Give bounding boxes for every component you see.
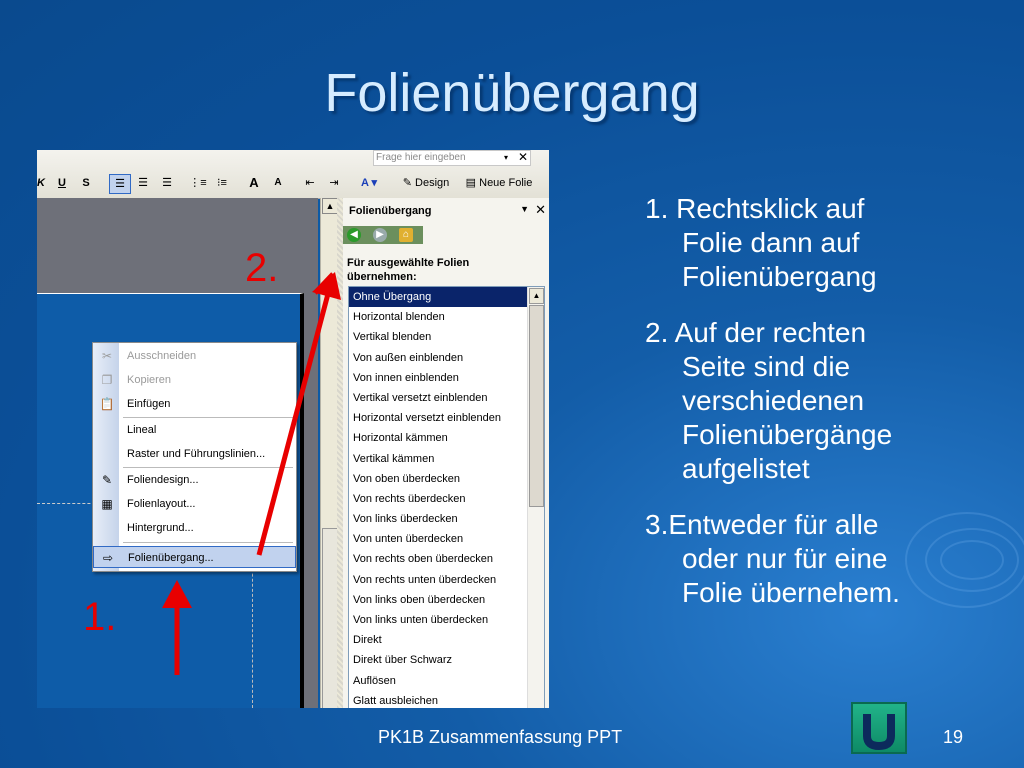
context-menu-item-label: Foliendesign... <box>127 474 199 486</box>
instruction-line: Folienübergang <box>682 261 877 292</box>
arrow-1-head <box>162 580 192 608</box>
transition-option[interactable]: Vertikal versetzt einblenden <box>353 391 488 404</box>
new-slide-button[interactable]: ▤ Neue Folie <box>465 177 533 189</box>
return-button[interactable] <box>851 702 907 754</box>
transition-option[interactable]: Von rechts unten überdecken <box>353 573 497 586</box>
context-menu-item-label: Kopieren <box>127 374 172 386</box>
scroll-up-icon[interactable]: ▲ <box>529 288 544 304</box>
transition-option[interactable]: Horizontal kämmen <box>353 432 448 445</box>
font-color-icon: A ▾ <box>360 177 378 189</box>
arrow-2-head <box>312 272 341 300</box>
instruction-list <box>645 192 975 632</box>
shrink-font-button[interactable]: A <box>274 177 282 188</box>
instruction-line: Seite sind die <box>682 351 851 382</box>
context-menu-item-label: Raster und Führungslinien... <box>127 448 266 460</box>
transition-option[interactable]: Von innen einblenden <box>353 371 459 384</box>
instruction-line: 2. Auf der rechten <box>645 317 867 348</box>
slide-title: Folienübergang <box>324 63 700 123</box>
arrow-2-shaft <box>259 290 329 555</box>
design-button[interactable]: ✎ Design <box>402 177 450 189</box>
transition-option[interactable]: Horizontal blenden <box>353 311 445 324</box>
transition-option[interactable]: Von rechts oben überdecken <box>353 553 494 566</box>
transition-option[interactable]: Von außen einblenden <box>353 351 464 364</box>
forward-icon[interactable]: ▶ <box>373 228 387 242</box>
transition-option[interactable]: Direkt <box>353 634 382 647</box>
context-menu-item-label: Ausschneiden <box>127 350 197 362</box>
bullet-list-icon: ⁝≡ <box>217 177 227 189</box>
back-icon[interactable]: ◀ <box>347 228 361 242</box>
task-pane-title: Folienübergang <box>349 205 432 217</box>
outdent-icon: ⇤ <box>305 177 315 189</box>
grow-font-button[interactable]: A <box>249 175 259 190</box>
transition-option[interactable]: Auflösen <box>353 674 396 687</box>
context-menu-item-label: Folienübergang... <box>128 552 214 564</box>
scissors-icon: ✂ <box>101 349 113 363</box>
help-search-input[interactable]: Frage hier eingeben ▾ ✕ <box>373 150 531 166</box>
numbered-list-icon: ⋮≡ <box>189 177 207 189</box>
transition-option[interactable]: Von oben überdecken <box>353 472 461 485</box>
context-menu-item-label: Lineal <box>127 424 157 436</box>
transition-option[interactable]: Glatt ausbleichen <box>353 694 438 707</box>
instruction-line: verschiedenen <box>682 385 865 416</box>
new-slide-icon: ▤ <box>465 177 477 189</box>
transition-option[interactable]: Horizontal versetzt einblenden <box>353 412 501 425</box>
transition-option[interactable]: Ohne Übergang <box>349 287 544 307</box>
instruction-line: 1. Rechtsklick auf <box>645 193 865 224</box>
scroll-up-icon[interactable]: ▲ <box>322 198 338 214</box>
instruction-line: Folie übernehem. <box>682 577 900 608</box>
footer-text: PK1B Zusammenfassung PPT <box>378 727 623 747</box>
context-menu-item-label: Folienlayout... <box>127 498 196 510</box>
instruction-line: 3.Entweder für alle <box>645 509 879 540</box>
transition-option[interactable]: Von rechts überdecken <box>353 492 466 505</box>
copy-icon: ❐ <box>101 373 113 387</box>
transition-option[interactable]: Von links oben überdecken <box>353 593 486 606</box>
close-icon[interactable]: ✕ <box>535 202 546 217</box>
instruction-line: Folie dann auf <box>682 227 860 258</box>
context-menu-item-label: Hintergrund... <box>127 522 194 534</box>
home-icon[interactable]: ⌂ <box>399 228 413 242</box>
design-icon: ✎ <box>402 177 412 189</box>
transition-option[interactable]: Vertikal blenden <box>353 331 432 344</box>
instruction-line: oder nur für eine <box>682 543 888 574</box>
step-2-label: 2. <box>245 246 279 290</box>
chevron-down-icon[interactable]: ▼ <box>520 204 529 214</box>
layout-icon: ▦ <box>101 497 113 511</box>
transition-option[interactable]: Von links unten überdecken <box>353 614 489 626</box>
italic-button[interactable]: K <box>37 177 45 189</box>
u-turn-icon <box>853 704 905 752</box>
transition-icon: ⇨ <box>102 551 114 565</box>
transition-option[interactable]: Von unten überdecken <box>353 533 464 546</box>
apply-label: Für ausgewählte Folien übernehmen: <box>347 257 470 283</box>
instruction-line: Folienübergänge <box>682 419 893 450</box>
transition-option[interactable]: Von links überdecken <box>353 513 458 526</box>
design-icon: ✎ <box>101 473 113 487</box>
shadow-button[interactable]: S <box>82 177 90 189</box>
instruction-item <box>645 192 975 294</box>
powerpoint-screenshot <box>37 150 549 708</box>
align-center-icon: ☰ <box>138 177 148 189</box>
transition-option[interactable]: Direkt über Schwarz <box>353 654 453 667</box>
paste-icon: 📋 <box>99 397 115 411</box>
instruction-item <box>645 508 975 610</box>
close-icon[interactable]: ✕ <box>517 150 528 164</box>
chevron-down-icon[interactable]: ▾ <box>503 153 508 162</box>
transition-option[interactable]: Vertikal kämmen <box>353 452 435 465</box>
page-number: 19 <box>943 727 964 747</box>
indent-icon: ⇥ <box>329 177 339 189</box>
underline-button[interactable]: U <box>58 177 66 189</box>
instruction-line: aufgelistet <box>682 453 810 484</box>
align-left-icon: ☰ <box>115 178 125 190</box>
align-right-icon: ☰ <box>162 177 172 189</box>
instruction-item <box>645 316 975 486</box>
step-1-label: 1. <box>83 595 117 639</box>
context-menu-item-label: Einfügen <box>127 398 171 410</box>
